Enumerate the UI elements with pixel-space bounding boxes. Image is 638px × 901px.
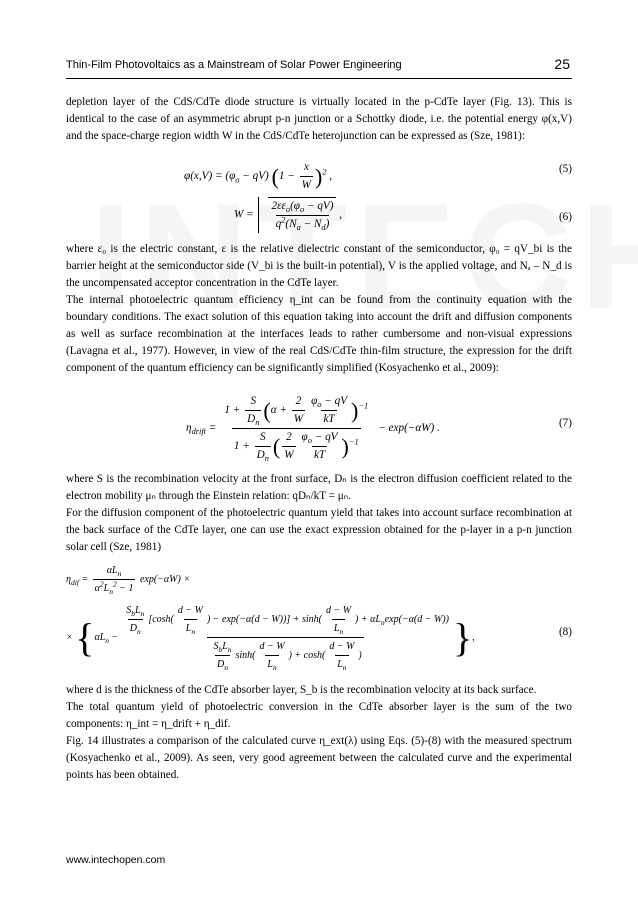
- equation-8: $\eta_{dif}$ = $\frac{\alpha L_n}{\alpha^2L_n^2 - 1}$ exp(−αW) × × {$\alpha L_n$ − $\frac{S_bL_n}{D_n}$ [cosh( $\frac{d - W}{L_n}$ ) − exp(−α(d − W))] + sinh( $\frac{d - W}{L_n}$ ) + $\alpha L_n\exp(-\alpha(d - W))$ $\frac{S_bL_n}{D_n}$ sinh( $\frac{d - W}{L_n}$ ) + cosh( $\frac{d - W}{L_n}$ ) } , (8): [66, 565, 572, 672]
- paragraph: Fig. 14 illustrates a comparison of the calculated curve η_ext(λ) using Eqs. (5)-(8) with the measured spectrum (Kosyachenko et al., 2009). As seen, very good agreement between the calculated curve and the experimental points has been obtained.: [66, 735, 572, 781]
- equation-number: (5): [558, 163, 572, 175]
- paragraph: The internal photoelectric quantum efficiency η_int can be found from the continuity equation with the boundary conditions. The exact solution of this equation taking into account the drift and diffusion components as well as surface recombination at the interfaces leads to rather cumbersome and non-visual expressions (Lavagna et al., 1977). However, in view of the real CdS/CdTe thin-film structure, the expression for the drift component of the quantum efficiency can be significantly simplified (Kosyachenko et al., 2009):: [66, 294, 572, 374]
- main-text: [66, 94, 572, 784]
- equation-6: W = $2\varepsilon\varepsilon_o(\varphi_o - qV)$ $q^2(N_a - N_d)$ , (6): [66, 193, 572, 241]
- equation-5: $\varphi(x,V) = (\varphi_o - qV) (1$ − $\frac{x}{W}$ )$^2$ , (5): [66, 149, 572, 193]
- paragraph: The total quantum yield of photoelectric conversion in the CdTe absorber layer is the sum of the two components: η_int = η_drift + η_dif.: [66, 701, 572, 730]
- running-title: Thin-Film Photovoltaics as a Mainstream of Solar Power Engineering: [66, 59, 402, 71]
- paragraph: For the diffusion component of the photoelectric quantum yield that takes into account surface recombination at the back surface of the CdTe layer, one can use the exact expression obtained for the p-layer in a p-n junction solar cell (Sze, 1981): [66, 507, 572, 553]
- paragraph: depletion layer of the CdS/CdTe diode structure is virtually located in the p-CdTe layer (Fig. 13). This is identical to the case of an asymmetric abrupt p-n junction or a Schottky diode, i.e. the potential energy φ(x,V) and the space-charge region width W in the CdS/CdTe heterojunction can be expressed as (Sze, 1981):: [66, 96, 572, 142]
- equation-number: (6): [558, 211, 572, 223]
- page-header: [66, 56, 572, 79]
- paragraph: where S is the recombination velocity at the front surface, Dₙ is the electron diffusion coefficient related to the electron mobility μₙ through the Einstein relation: qDₙ/kT = μₙ.: [66, 473, 572, 502]
- footer-url[interactable]: www.intechopen.com: [66, 854, 166, 866]
- paragraph: where ε₀ is the electric constant, ε is the relative dielectric constant of the semiconductor, φ₀ = qV_bi is the barrier height at the semiconductor side (V_bi is the built-in potential), V is the applied voltage, and Nₐ – N_d is the uncompensated acceptor concentration in the CdTe layer.: [66, 243, 572, 289]
- equation-number: (7): [558, 417, 572, 429]
- paragraph: where d is the thickness of the CdTe absorber layer, S_b is the recombination velocity at its back surface.: [66, 684, 537, 696]
- page-number: 25: [554, 56, 570, 72]
- equation-number: (8): [558, 626, 572, 638]
- equation-7: $\eta_{drift}$ = 1 + $\frac{S}{D_n}$ (α + $\frac{2}{W}$ $\frac{\varphi_o - qV}{kT}$ )$^{-1}$ 1 + $\frac{S}{D_n}$ ( $\frac{2}{W}$ $\frac{\varphi_o - qV}{kT}$ )$^{-1}$ − exp(−αW) . (7): [186, 395, 572, 464]
